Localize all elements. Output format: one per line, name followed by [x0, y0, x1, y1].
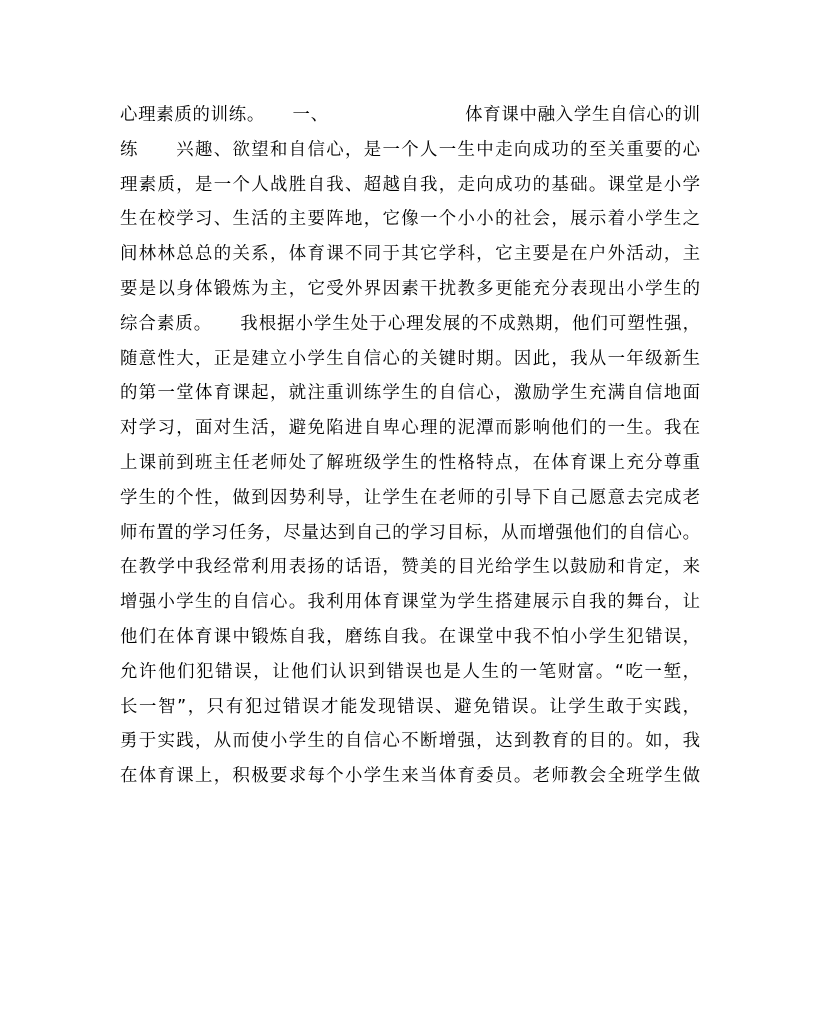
text-line-10: 对学习，面对生活，避免陷进自卑心理的泥潭而影响他们的一生。我在: [120, 418, 700, 439]
text-line-20: 在体育课上，积极要求每个小学生来当体育委员。老师教会全班学生做: [120, 766, 700, 787]
text-line-11: 上课前到班主任老师处了解班级学生的性格特点，在体育课上充分尊重: [120, 452, 700, 473]
text-line-14: 在教学中我经常利用表扬的话语，赞美的目光给学生以鼓励和肯定，来: [120, 557, 700, 578]
text-line-5: 间林林总总的关系，体育课不同于其它学科，它主要是在户外活动，主: [120, 244, 700, 265]
text-line-18: 长一智”，只有犯过错误才能发现错误、避免错误。让学生敢于实践，: [120, 696, 700, 717]
text-line-2: 练 兴趣、欲望和自信心，是一个人一生中走向成功的至关重要的心: [120, 139, 700, 160]
text-line-3: 理素质，是一个人战胜自我、超越自我，走向成功的基础。课堂是小学: [120, 174, 700, 195]
text-line-6: 要是以身体锻炼为主，它受外界因素干扰教多更能充分表现出小学生的: [120, 278, 700, 299]
text-line-15: 增强小学生的自信心。我利用体育课堂为学生搭建展示自我的舞台，让: [120, 592, 700, 613]
body-paragraph: [120, 98, 700, 794]
text-line-12: 学生的个性，做到因势利导，让学生在老师的引导下自己愿意去完成老: [120, 487, 700, 508]
text-line-7: 综合素质。 我根据小学生处于心理发展的不成熟期，他们可塑性强，: [120, 313, 700, 334]
text-line-13: 师布置的学习任务，尽量达到自己的学习目标，从而增强他们的自信心。: [120, 522, 700, 543]
text-line-8: 随意性大，正是建立小学生自信心的关键时期。因此，我从一年级新生: [120, 348, 700, 369]
text-line-1: 心理素质的训练。 一、 体育课中融入学生自信心的训: [120, 105, 700, 125]
text-line-19: 勇于实践，从而使小学生的自信心不断增强，达到教育的目的。如，我: [120, 731, 700, 752]
text-line-16: 他们在体育课中锻炼自我，磨练自我。在课堂中我不怕小学生犯错误，: [120, 626, 700, 647]
text-line-9: 的第一堂体育课起，就注重训练学生的自信心，激励学生充满自信地面: [120, 383, 700, 404]
text-line-17: 允许他们犯错误，让他们认识到错误也是人生的一笔财富。“吃一堑，: [120, 661, 700, 682]
text-line-4: 生在校学习、生活的主要阵地，它像一个小小的社会，展示着小学生之: [120, 209, 700, 230]
